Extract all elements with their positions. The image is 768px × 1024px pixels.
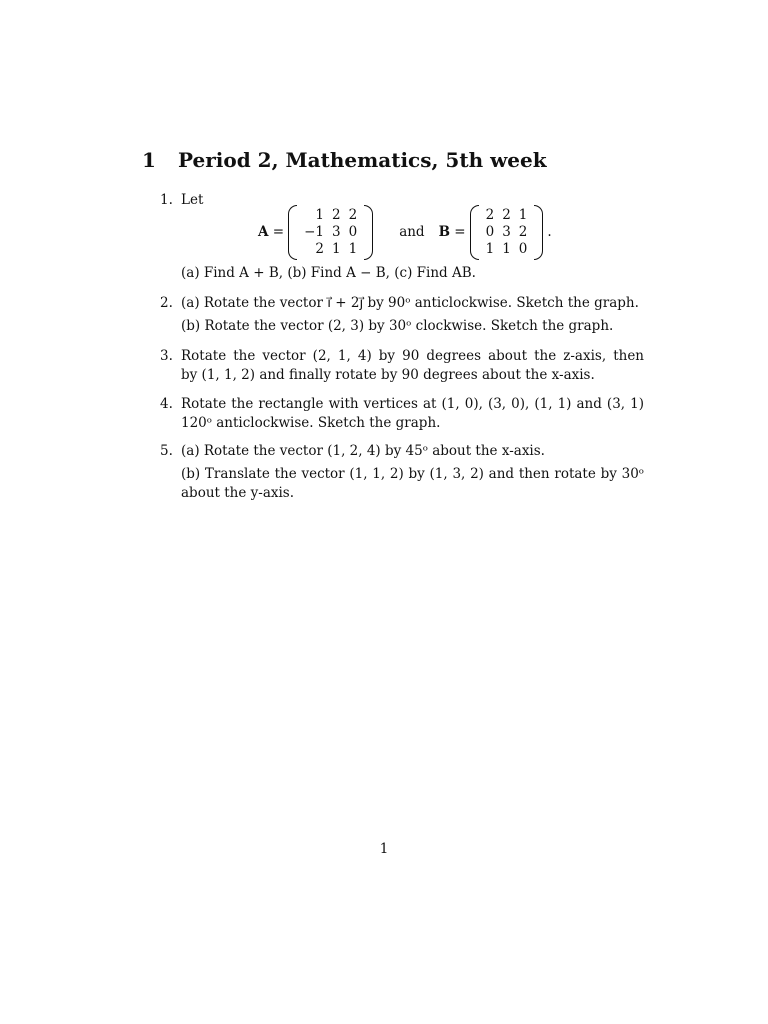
- matrix-cell: 2: [332, 206, 341, 223]
- section-number: 1: [142, 148, 156, 172]
- matrix-cell: 0: [485, 223, 495, 240]
- problem-2: [160, 294, 644, 336]
- matrix-cell: 2: [518, 223, 528, 240]
- matrix-cell: 2: [348, 206, 358, 223]
- matrix-a-name: A: [258, 224, 269, 240]
- matrix-cell: 3: [502, 223, 511, 240]
- problem-label: 1.: [160, 192, 173, 208]
- problem-line: by (1, 1, 2) and finally rotate by 90 degrees about the x-axis.: [181, 367, 595, 383]
- problem-line: Rotate the rectangle with vertices at (1, 0), (3, 0), (1, 1) and (3, 1): [181, 396, 644, 412]
- matrix-b-name: B: [438, 224, 450, 240]
- problem-label: 5.: [160, 443, 173, 459]
- problem-label: 3.: [160, 348, 173, 364]
- problem-label: 4.: [160, 396, 173, 412]
- section-heading: [142, 148, 547, 172]
- matrix-cell: 0: [518, 240, 528, 257]
- matrix-cell: 1: [485, 240, 495, 257]
- matrix-row: [482, 224, 532, 241]
- problem-label: 2.: [160, 295, 173, 311]
- matrix-row: [300, 224, 361, 241]
- matrix-equation: [258, 204, 552, 260]
- matrix-cell: 2: [315, 240, 324, 257]
- problem-part-a: (a) Rotate the vector (1, 2, 4) by 45ᵒ about the x-axis.: [181, 443, 545, 459]
- problem-line: Rotate the vector (2, 1, 4) by 90 degrees about the z-axis, then: [181, 348, 644, 364]
- matrix-cell: 2: [485, 206, 495, 223]
- matrix-a: [288, 207, 373, 258]
- page-number: 1: [379, 841, 389, 857]
- problem-intro: Let: [181, 192, 204, 208]
- equals-sign: =: [268, 224, 285, 240]
- problem-part-a: (a) Rotate the vector i⃗ + 2j⃗ by 90ᵒ anticlockwise. Sketch the graph.: [181, 295, 639, 311]
- problem-part-b: (b) Rotate the vector (2, 3) by 30ᵒ clockwise. Sketch the graph.: [181, 318, 614, 334]
- matrix-row: [482, 241, 532, 258]
- problem-5: [160, 442, 644, 503]
- matrix-cell: 1: [502, 240, 511, 257]
- matrix-cell: 1: [518, 206, 528, 223]
- matrix-cell: 0: [348, 223, 358, 240]
- problem-line: 120ᵒ anticlockwise. Sketch the graph.: [181, 415, 441, 431]
- matrix-row: [300, 241, 361, 258]
- matrix-row: [300, 207, 361, 224]
- problem-part-b-line: about the y-axis.: [181, 485, 295, 501]
- matrix-cell: 1: [332, 240, 341, 257]
- matrix-tail: .: [547, 224, 552, 240]
- matrix-cell: 1: [315, 206, 324, 223]
- matrix-cell: 2: [502, 206, 511, 223]
- problem-tasks: (a) Find A + B, (b) Find A − B, (c) Find AB.: [181, 265, 476, 281]
- matrix-cell: 3: [332, 223, 341, 240]
- matrix-cell: −1: [304, 223, 324, 240]
- connector-word: and: [399, 224, 425, 240]
- section-title: Period 2, Mathematics, 5th week: [178, 148, 547, 172]
- matrix-b: [470, 207, 544, 258]
- problem-part-b-line: (b) Translate the vector (1, 1, 2) by (1, 3, 2) and then rotate by 30ᵒ: [181, 466, 644, 482]
- problem-1-tasks: [160, 264, 644, 283]
- equals-sign: =: [450, 224, 466, 240]
- problem-3: [160, 347, 644, 385]
- matrix-cell: 1: [348, 240, 358, 257]
- problem-4: [160, 395, 644, 433]
- matrix-row: [482, 207, 532, 224]
